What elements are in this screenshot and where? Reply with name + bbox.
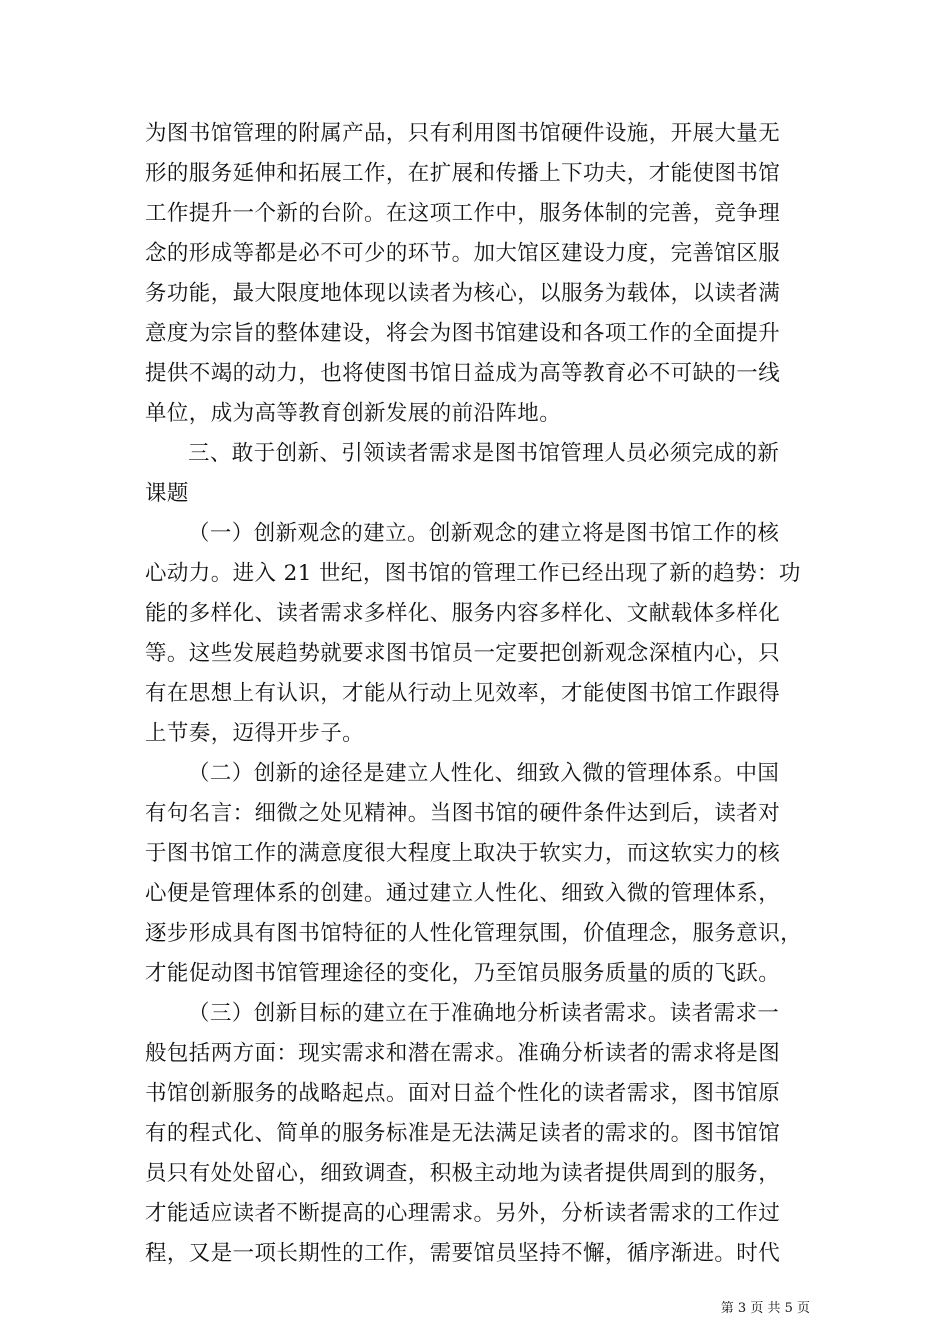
paragraph-start: （二）创新的途径是建立人性化、细致入微的管理体系。中国 — [188, 761, 780, 786]
text-line: 心动力。进入 21 世纪，图书馆的管理工作已经出现了新的趋势：功 — [145, 561, 801, 586]
text-line: 能的多样化、读者需求多样化、服务内容多样化、文献载体多样化 — [145, 601, 781, 626]
text-line: 单位，成为高等教育创新发展的前沿阵地。 — [145, 401, 562, 426]
text-line: 才能适应读者不断提高的心理需求。另外，分析读者需求的工作过 — [145, 1201, 781, 1226]
text-line: 提供不竭的动力，也将使图书馆日益成为高等教育必不可缺的一线 — [145, 361, 781, 386]
text-line: 等。这些发展趋势就要求图书馆员一定要把创新观念深植内心，只 — [145, 641, 781, 666]
text-line: 程，又是一项长期性的工作，需要馆员坚持不懈，循序渐进。时代 — [145, 1241, 781, 1266]
text-line: 员只有处处留心，细致调查，积极主动地为读者提供周到的服务， — [145, 1161, 781, 1186]
text-line: 念的形成等都是必不可少的环节。加大馆区建设力度，完善馆区服 — [145, 241, 781, 266]
section-heading-continued: 课题 — [145, 481, 189, 506]
text-line: 意度为宗旨的整体建设，将会为图书馆建设和各项工作的全面提升 — [145, 321, 781, 346]
text-line: 有句名言：细微之处见精神。当图书馆的硬件条件达到后，读者对 — [145, 801, 781, 826]
text-line: 心便是管理体系的创建。通过建立人性化、细致入微的管理体系， — [145, 881, 781, 906]
text-line: 工作提升一个新的台阶。在这项工作中，服务体制的完善，竞争理 — [145, 201, 781, 226]
text-line: 上节奏，迈得开步子。 — [145, 721, 365, 746]
text-line: 为图书馆管理的附属产品，只有利用图书馆硬件设施，开展大量无 — [145, 121, 781, 146]
text-line: 有在思想上有认识，才能从行动上见效率，才能使图书馆工作跟得 — [145, 681, 781, 706]
text-line: 逐步形成具有图书馆特征的人性化管理氛围，价值理念，服务意识， — [145, 921, 803, 946]
paragraph-start: （三）创新目标的建立在于准确地分析读者需求。读者需求一 — [188, 1001, 780, 1026]
text-line: 书馆创新服务的战略起点。面对日益个性化的读者需求，图书馆原 — [145, 1081, 781, 1106]
text-line: 于图书馆工作的满意度很大程度上取决于软实力，而这软实力的核 — [145, 841, 781, 866]
section-heading: 三、敢于创新、引领读者需求是图书馆管理人员必须完成的新 — [188, 441, 780, 466]
text-line: 般包括两方面：现实需求和潜在需求。准确分析读者的需求将是图 — [145, 1041, 781, 1066]
page-number: 第 3 页 共 5 页 — [720, 1301, 810, 1316]
paragraph-start: （一）创新观念的建立。创新观念的建立将是图书馆工作的核 — [188, 521, 780, 546]
text-line: 才能促动图书馆管理途径的变化，乃至馆员服务质量的质的飞跃。 — [145, 961, 781, 986]
text-line: 形的服务延伸和拓展工作，在扩展和传播上下功夫，才能使图书馆 — [145, 161, 781, 186]
text-line: 有的程式化、简单的服务标准是无法满足读者的需求的。图书馆馆 — [145, 1121, 781, 1146]
text-line: 务功能，最大限度地体现以读者为核心，以服务为载体，以读者满 — [145, 281, 781, 306]
